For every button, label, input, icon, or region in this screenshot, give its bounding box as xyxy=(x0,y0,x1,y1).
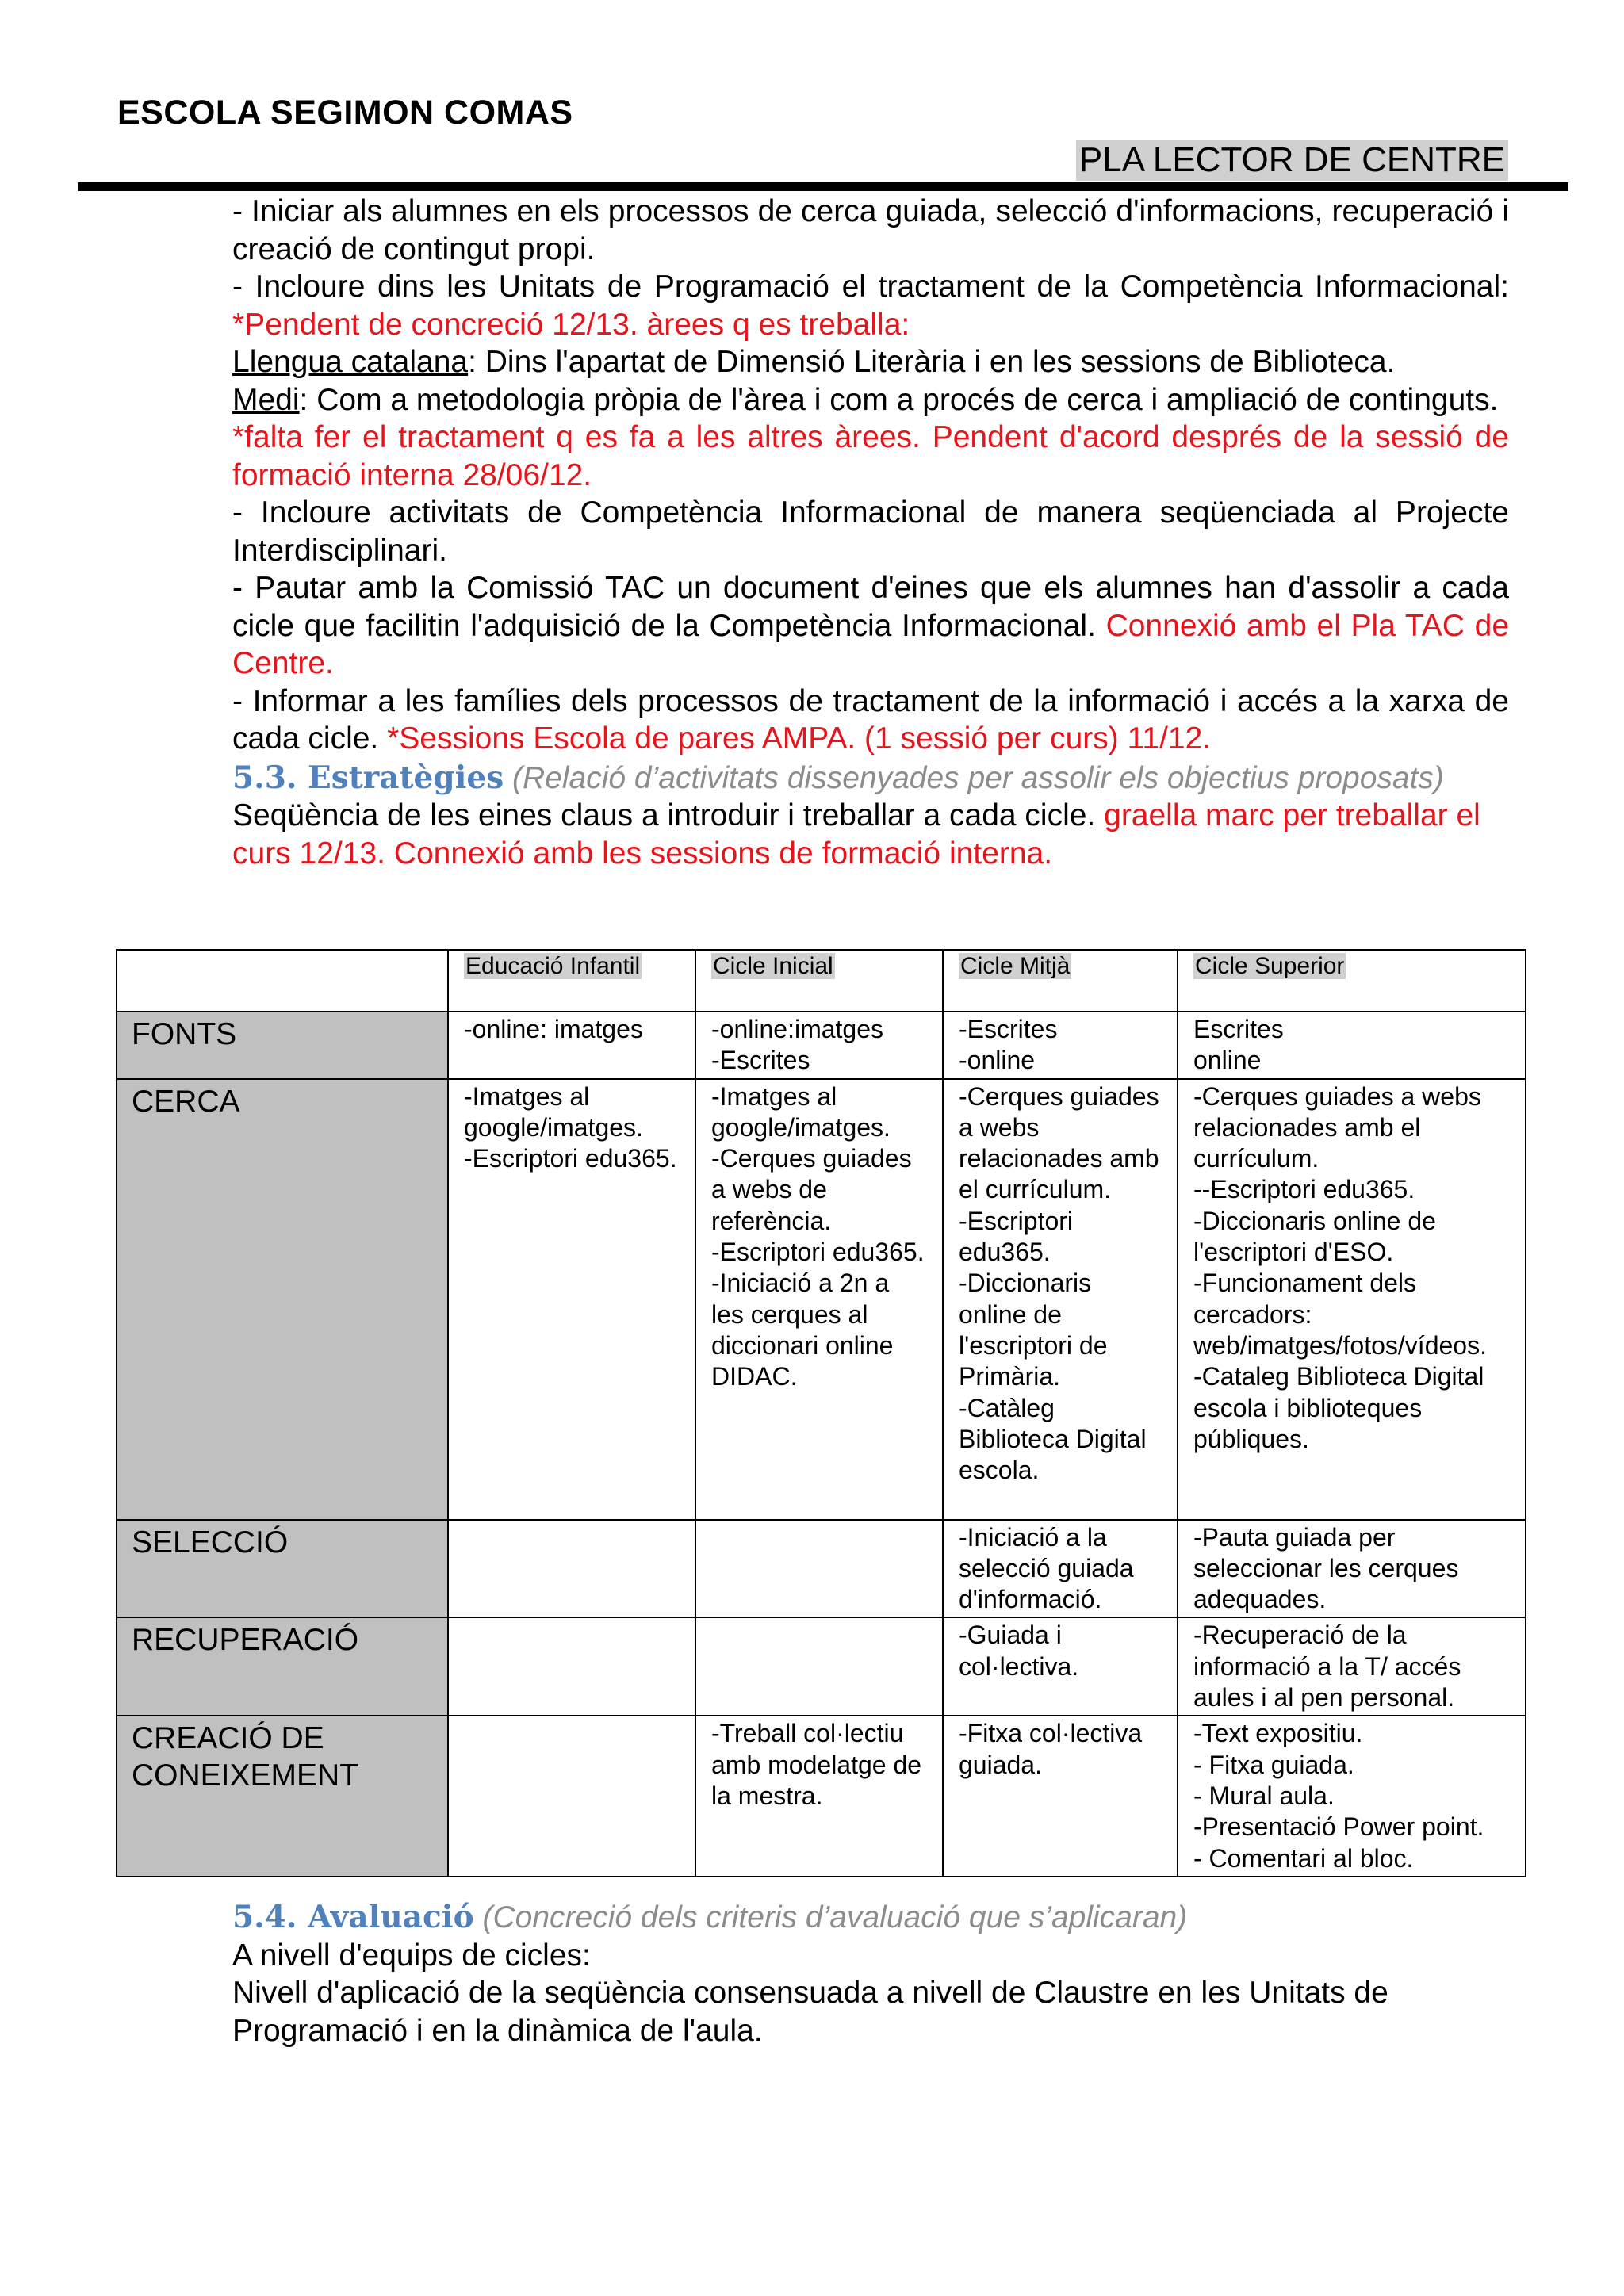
table-cell: -Pauta guiada per seleccionar les cerques adequades. xyxy=(1178,1520,1526,1618)
column-header: Cicle Superior xyxy=(1178,950,1526,1012)
table-header-row xyxy=(117,950,1526,1012)
section-heading xyxy=(232,1899,1509,1937)
column-header: Cicle Mitjà xyxy=(943,950,1178,1012)
pending-note: *falta fer el tractament q es fa a les altres àrees. Pendent d'acord després de la sessió de formació interna 28/06/12. xyxy=(232,420,1509,492)
paragraph xyxy=(232,268,1509,343)
paragraph: - Incloure activitats de Competència Informacional de manera seqüenciada al Projecte Interdisciplinari. xyxy=(232,496,1509,568)
pending-note: Connexió amb el Pla TAC de Centre. xyxy=(232,608,1510,680)
paragraph-text: : Com a metodologia pròpia de l'àrea i com a procés de cerca i ampliació de continguts. xyxy=(299,382,1499,417)
pending-note: graella marc per treballar el curs 12/13. Connexió amb les sessions de formació interna. xyxy=(232,798,1480,871)
table-cell: -Cerques guiades a webs relacionades amb el currículum. --Escriptori edu365. -Diccionaris online de l'escriptori d'ESO. -Funcionament dels cercadors: web/imatges/fotos/vídeos. -Cataleg Biblioteca Digital escola i biblioteques públiques. xyxy=(1178,1079,1526,1520)
table-cell: -Imatges al google/imatges. -Cerques guiades a webs de referència. -Escriptori edu365. -Iniciació a 2n a les cerques al diccionari online DIDAC. xyxy=(695,1079,943,1520)
table-cell: -Recuperació de la informació a la T/ accés aules i al pen personal. xyxy=(1178,1617,1526,1716)
table-row xyxy=(117,1716,1526,1876)
table-cell xyxy=(448,1520,695,1618)
area-label: Llengua catalana xyxy=(232,345,469,379)
row-header: FONTS xyxy=(117,1012,448,1079)
row-header: RECUPERACIÓ xyxy=(117,1617,448,1716)
paragraph-text: - Informar a les famílies dels processos de tractament de la informació i accés a la xarxa de cada cicle. xyxy=(232,683,1509,756)
table-cell: -Fitxa col·lectiva guiada. xyxy=(943,1716,1178,1876)
table-row xyxy=(117,1617,1526,1716)
paragraph xyxy=(232,343,1509,381)
table-cell: -Imatges al google/imatges. -Escriptori edu365. xyxy=(448,1079,695,1520)
paragraph xyxy=(232,683,1509,758)
pending-note: *Sessions Escola de pares AMPA. (1 sessió per curs) 11/12. xyxy=(387,721,1212,756)
table-cell: Escrites online xyxy=(1178,1012,1526,1079)
table-cell: -online: imatges xyxy=(448,1012,695,1079)
table-cell: -Treball col·lectiu amb modelatge de la mestra. xyxy=(695,1716,943,1876)
table-cell xyxy=(695,1617,943,1716)
paragraph-text: - Incloure dins les Unitats de Programació el tractament de la Competència Informacional: xyxy=(232,270,1509,304)
evaluation-section xyxy=(232,1899,1509,2049)
column-header: Educació Infantil xyxy=(448,950,695,1012)
paragraph-text: : Dins l'apartat de Dimensió Literària i en les sessions de Biblioteca. xyxy=(468,345,1396,379)
strategies-table xyxy=(116,949,1526,1877)
paragraph-text: - Pautar amb la Comissió TAC un document d'eines que els alumnes han d'assolir a cada cicle que facilitin l'adquisició de la Competència Informacional. xyxy=(232,571,1509,643)
table-cell: -Cerques guiades a webs relacionades amb el currículum. -Escriptori edu365. -Diccionaris online de l'escriptori de Primària. -Catàleg Biblioteca Digital escola. xyxy=(943,1079,1178,1520)
paragraph: - Iniciar als alumnes en els processos de cerca guiada, selecció d'informacions, recuperació i creació de contingut propi. xyxy=(232,194,1509,266)
row-header: CREACIÓ DE CONEIXEMENT xyxy=(117,1716,448,1876)
area-label: Medi xyxy=(232,382,300,417)
table-row xyxy=(117,1012,1526,1079)
empty-corner-cell xyxy=(117,950,448,1012)
section-note: (Concreció dels criteris d’avaluació que s’aplicaran) xyxy=(482,1900,1188,1934)
row-header: SELECCIÓ xyxy=(117,1520,448,1618)
paragraph: Nivell d'aplicació de la seqüència consensuada a nivell de Claustre en les Unitats de Programació i en la dinàmica de l'aula. xyxy=(232,1976,1388,2048)
table-cell xyxy=(448,1617,695,1716)
table-cell: -Escrites -online xyxy=(943,1012,1178,1079)
table-row xyxy=(117,1520,1526,1618)
row-header: CERCA xyxy=(117,1079,448,1520)
intro-section xyxy=(232,193,1509,872)
paragraph xyxy=(232,797,1509,872)
table-cell: -Text expositiu. - Fitxa guiada. - Mural aula. -Presentació Power point. - Comentari al bloc. xyxy=(1178,1716,1526,1876)
section-heading xyxy=(232,760,1509,798)
table-cell xyxy=(448,1716,695,1876)
table-cell: -online:imatges -Escrites xyxy=(695,1012,943,1079)
section-title: 5.4. Avaluació xyxy=(232,1899,474,1935)
table-cell: -Guiada i col·lectiva. xyxy=(943,1617,1178,1716)
paragraph-text: Seqüència de les eines claus a introduir i treballar a cada cicle. xyxy=(232,798,1105,832)
paragraph xyxy=(232,381,1509,419)
table-row xyxy=(117,1079,1526,1520)
section-title: 5.3. Estratègies xyxy=(232,759,504,796)
table-cell: -Iniciació a la selecció guiada d'informació. xyxy=(943,1520,1178,1618)
document-title: PLA LECTOR DE CENTRE xyxy=(1076,140,1508,181)
pending-note: *Pendent de concreció 12/13. àrees q es treballa: xyxy=(232,307,910,342)
school-name: ESCOLA SEGIMON COMAS xyxy=(117,94,573,132)
section-note: (Relació d’activitats dissenyades per assolir els objectius proposats) xyxy=(512,760,1444,795)
table-cell xyxy=(695,1520,943,1618)
column-header: Cicle Inicial xyxy=(695,950,943,1012)
paragraph xyxy=(232,569,1509,683)
paragraph: A nivell d'equips de cicles: xyxy=(232,1938,591,1973)
header-divider xyxy=(78,182,1568,191)
